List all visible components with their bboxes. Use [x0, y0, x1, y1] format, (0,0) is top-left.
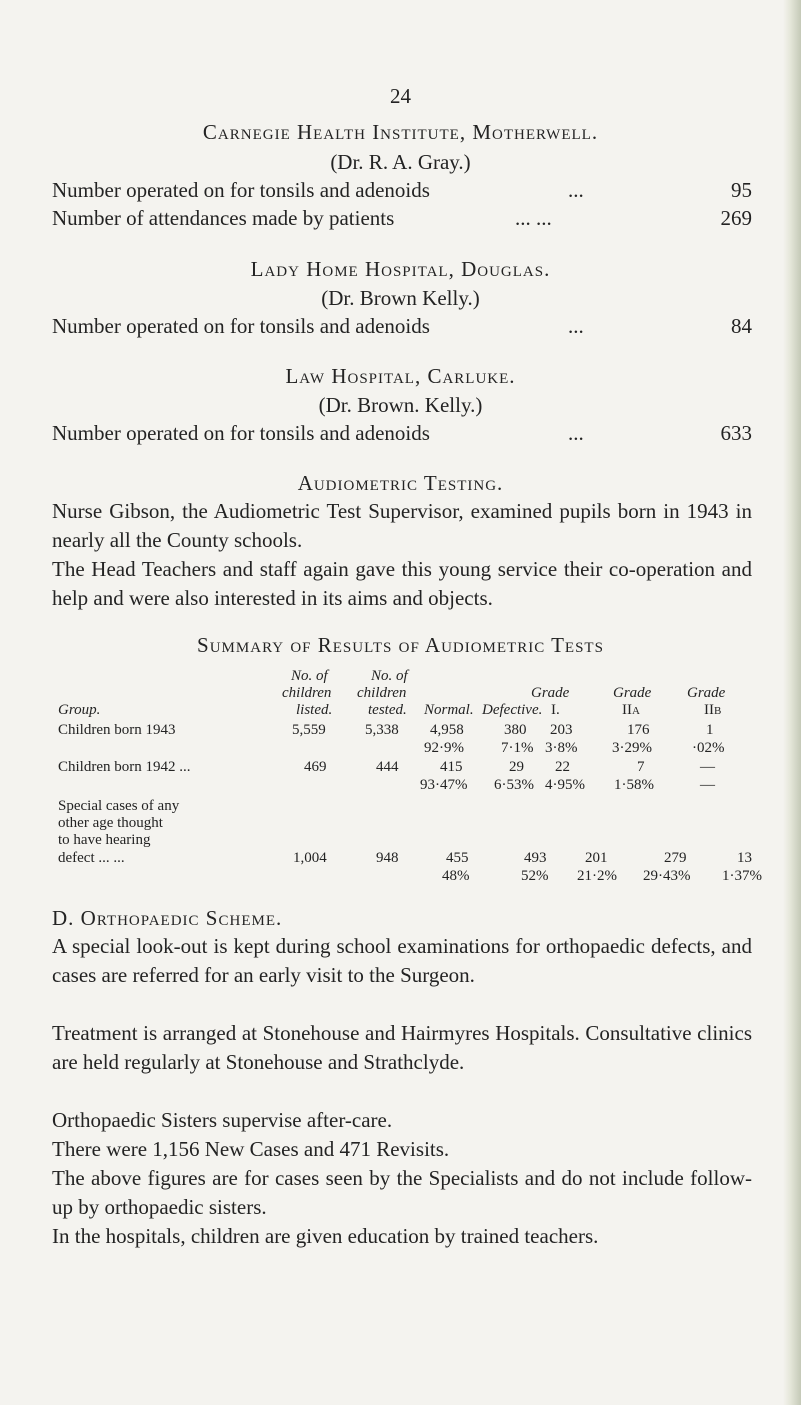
- row-group-line: to have hearing: [58, 832, 151, 848]
- row-group-line: other age thought: [58, 815, 163, 831]
- row-tested: 5,338: [365, 722, 399, 738]
- audiometric-paragraph: [52, 555, 752, 613]
- page-edge-shadow: [783, 0, 801, 1405]
- orthopaedic-paragraph: There were 1,156 New Cases and 471 Revisits.: [52, 1137, 450, 1161]
- carnegie-row-value: 95: [731, 178, 752, 202]
- row-grade2b-pct: 1·37%: [722, 868, 762, 884]
- audiometric-paragraph: [52, 497, 752, 555]
- row-grade2a: 279: [664, 850, 687, 866]
- orthopaedic-paragraph: The above figures are for cases seen by the Specialists and do not include follow-up by orthopaedic sisters.: [52, 1166, 752, 1219]
- header-defective: Defective.: [482, 702, 543, 718]
- row-tested: 444: [376, 759, 399, 775]
- header-group: Group.: [58, 702, 101, 718]
- row-grade2b-pct: —: [700, 777, 715, 793]
- lady-home-row-value: 84: [731, 314, 752, 338]
- carnegie-row-dots: ... ...: [515, 206, 552, 230]
- row-listed: 469: [304, 759, 327, 775]
- lady-home-row-dots: ...: [568, 314, 584, 338]
- row-defective-pct: 7·1%: [501, 740, 534, 756]
- section-doctor-law-hospital: (Dr. Brown. Kelly.): [318, 393, 483, 417]
- row-normal: 415: [440, 759, 463, 775]
- row-grade2a: 7: [637, 759, 645, 775]
- section-doctor-lady-home: (Dr. Brown Kelly.): [321, 286, 480, 310]
- row-listed: 1,004: [293, 850, 327, 866]
- header-grade2a-2: IIa: [622, 702, 640, 718]
- row-grade1: 22: [555, 759, 570, 775]
- header-grade2b-1: Grade: [687, 685, 726, 701]
- row-grade2a-pct: 1·58%: [614, 777, 654, 793]
- row-group-line: defect ... ...: [58, 850, 125, 866]
- law-hospital-row-value: 633: [720, 421, 752, 445]
- section-doctor-carnegie: (Dr. R. A. Gray.): [330, 150, 471, 174]
- header-listed-1: No. of: [291, 668, 328, 684]
- section-heading-carnegie: Carnegie Health Institute, Motherwell.: [202, 120, 599, 144]
- header-tested-3: tested.: [368, 702, 407, 718]
- orthopaedic-heading: D. Orthopaedic Scheme.: [52, 906, 283, 930]
- section-heading-lady-home: Lady Home Hospital, Douglas.: [250, 257, 551, 281]
- summary-table-title: Summary of Results of Audiometric Tests: [197, 633, 604, 657]
- orthopaedic-paragraph: In the hospitals, children are given education by trained teachers.: [52, 1224, 599, 1248]
- row-normal: 4,958: [430, 722, 464, 738]
- law-hospital-row-label: Number operated on for tonsils and adenoids: [52, 421, 430, 445]
- header-grade2b-2: IIb: [704, 702, 722, 718]
- header-normal: Normal.: [424, 702, 474, 718]
- row-grade1-pct: 4·95%: [545, 777, 585, 793]
- audiometric-heading: Audiometric Testing.: [297, 471, 504, 495]
- row-normal-pct: 93·47%: [420, 777, 468, 793]
- row-defective: 29: [509, 759, 524, 775]
- header-tested-1: No. of: [371, 668, 408, 684]
- row-defective-pct: 6·53%: [494, 777, 534, 793]
- row-tested: 948: [376, 850, 399, 866]
- row-grade1: 201: [585, 850, 608, 866]
- orthopaedic-paragraph: Treatment is arranged at Stonehouse and Hairmyres Hospitals. Consultative clinics are held regularly at Stonehouse and Strathclyde.: [52, 1021, 752, 1074]
- header-grade2a-1: Grade: [613, 685, 652, 701]
- page-number: 24: [390, 84, 411, 108]
- row-normal-pct: 48%: [442, 868, 470, 884]
- row-grade2b: —: [700, 759, 715, 775]
- row-normal-pct: 92·9%: [424, 740, 464, 756]
- row-defective: 493: [524, 850, 547, 866]
- row-grade1: 203: [550, 722, 573, 738]
- carnegie-row-dots: ...: [568, 178, 584, 202]
- row-grade1-pct: 3·8%: [545, 740, 578, 756]
- carnegie-row-value: 269: [720, 206, 752, 230]
- audiometric-paragraph-1: Nurse Gibson, the Audiometric Test Supervisor, examined pupils born in 1943 in nearly all the County schools.: [52, 499, 752, 552]
- audiometric-paragraph-2: The Head Teachers and staff again gave this young service their co-operation and help and were also interested in its aims and objects.: [52, 557, 752, 610]
- row-grade1-pct: 21·2%: [577, 868, 617, 884]
- orthopaedic-paragraph: A special look-out is kept during school examinations for orthopaedic defects, and cases are referred for an early visit to the Surgeon.: [52, 934, 752, 987]
- row-group-line: Special cases of any: [58, 798, 180, 814]
- row-normal: 455: [446, 850, 469, 866]
- header-tested-2: children: [357, 685, 407, 701]
- row-group: Children born 1943: [58, 722, 176, 738]
- row-grade2b-pct: ·02%: [692, 740, 725, 756]
- carnegie-row-label: Number of attendances made by patients: [52, 206, 395, 230]
- row-grade2b: 1: [706, 722, 714, 738]
- orthopaedic-paragraph: Orthopaedic Sisters supervise after-care.: [52, 1108, 393, 1132]
- row-grade2a: 176: [627, 722, 650, 738]
- row-group: Children born 1942 ...: [58, 759, 191, 775]
- header-listed-2: children: [282, 685, 332, 701]
- row-grade2a-pct: 3·29%: [612, 740, 652, 756]
- row-defective: 380: [504, 722, 527, 738]
- header-grade1-2: I.: [551, 702, 560, 718]
- header-listed-3: listed.: [296, 702, 333, 718]
- row-grade2b: 13: [737, 850, 752, 866]
- law-hospital-row-dots: ...: [568, 421, 584, 445]
- row-grade2a-pct: 29·43%: [643, 868, 691, 884]
- section-heading-law-hospital: Law Hospital, Carluke.: [285, 364, 516, 388]
- header-grade1-1: Grade: [531, 685, 570, 701]
- lady-home-row-label: Number operated on for tonsils and adenoids: [52, 314, 430, 338]
- row-defective-pct: 52%: [521, 868, 549, 884]
- row-listed: 5,559: [292, 722, 326, 738]
- carnegie-row-label: Number operated on for tonsils and adenoids: [52, 178, 430, 202]
